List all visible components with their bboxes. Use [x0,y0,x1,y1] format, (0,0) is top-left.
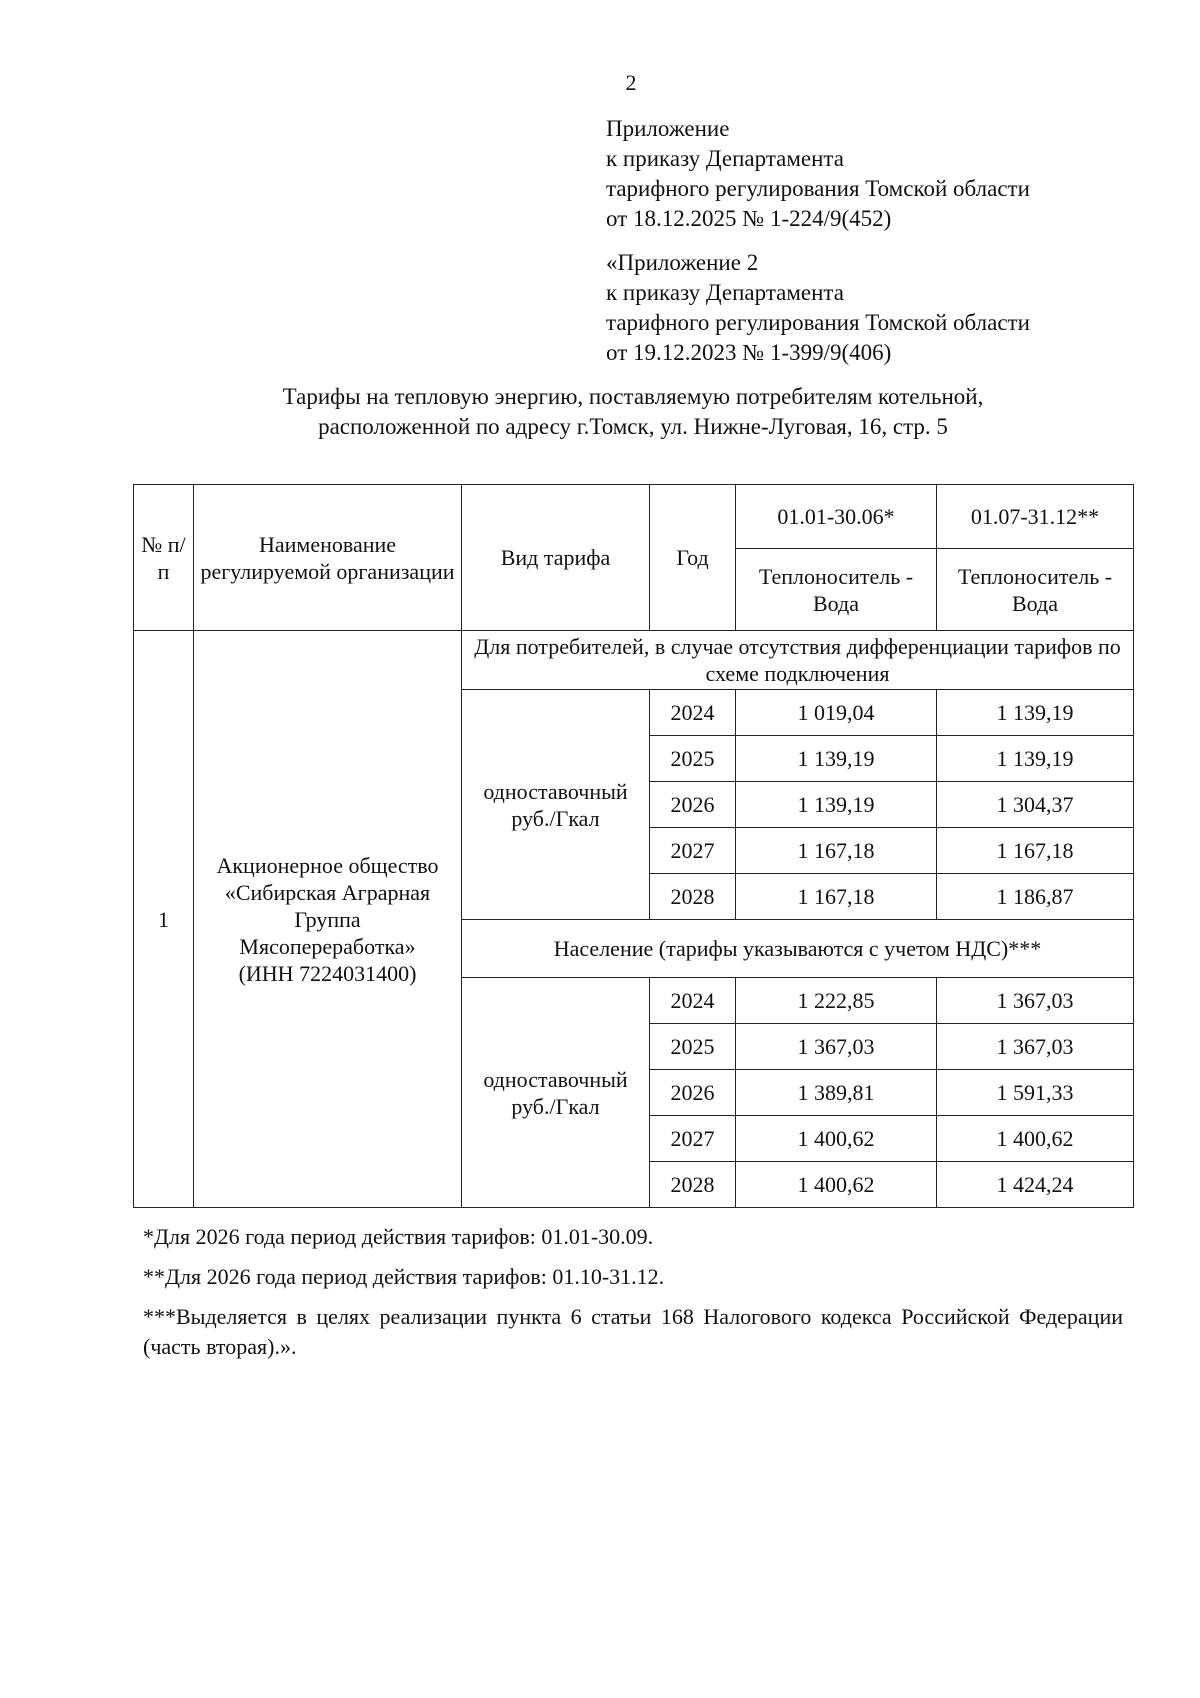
year-cell: 2026 [650,1070,736,1116]
value-cell: 1 367,03 [937,978,1134,1024]
tariff-type [462,690,650,920]
appendix-line: «Приложение 2 [606,250,759,275]
value-cell: 1 139,19 [937,736,1134,782]
header-carrier-2: Теплоноситель - Вода [937,549,1134,631]
year-cell: 2025 [650,1024,736,1070]
value-cell: 1 591,33 [937,1070,1134,1116]
value-cell: 1 222,85 [736,978,937,1024]
appendix-header [606,114,1030,234]
header-period-2: 01.07-31.12** [937,485,1134,549]
header-org: Наименование регулируемой организации [194,485,462,631]
tariff-type-unit: руб./Гкал [511,805,600,831]
value-cell: 1 186,87 [937,874,1134,920]
header-tariff-type: Вид тарифа [462,485,650,631]
tariff-type-line: одноставочный [483,778,628,804]
page-number: 2 [625,70,637,95]
appendix-line: к приказу Департамента [606,280,844,305]
section-title: Для потребителей, в случае отсутствия дифференциации тарифов по схеме подключения [462,631,1134,690]
org-line: Акционерное общество [216,852,439,878]
document-title [133,382,1133,442]
value-cell: 1 139,19 [736,782,937,828]
value-cell: 1 389,81 [736,1070,937,1116]
tariff-type-unit: руб./Гкал [511,1093,600,1119]
header-year: Год [650,485,736,631]
header-period-1: 01.01-30.06* [736,485,937,549]
value-cell: 1 367,03 [736,1024,937,1070]
value-cell: 1 167,18 [736,828,937,874]
value-cell: 1 304,37 [937,782,1134,828]
value-cell: 1 424,24 [937,1162,1134,1208]
org-line: Группа [294,906,361,932]
title-line: Тарифы на тепловую энергию, поставляемую потребителям котельной, [282,384,984,409]
section-title: Население (тарифы указываются с учетом НДС)*** [462,920,1134,978]
year-cell: 2027 [650,828,736,874]
org-line: «Сибирская Аграрная [224,879,431,905]
year-cell: 2025 [650,736,736,782]
year-cell: 2024 [650,690,736,736]
appendix-line: тарифного регулирования Томской области [606,310,1030,335]
year-cell: 2026 [650,782,736,828]
footnote: **Для 2026 года период действия тарифов: 01.10-31.12. [143,1264,665,1289]
appendix-line: от 18.12.2025 № 1-224/9(452) [606,206,892,231]
year-cell: 2024 [650,978,736,1024]
org-line: (ИНН 7224031400) [238,960,417,986]
title-line: расположенной по адресу г.Томск, ул. Нижне-Луговая, 16, стр. 5 [318,414,948,439]
header-num: № п/п [134,485,194,631]
value-cell: 1 400,62 [937,1116,1134,1162]
header-carrier-1: Теплоноситель - Вода [736,549,937,631]
tariff-table [133,484,1134,1208]
value-cell: 1 139,19 [736,736,937,782]
appendix-line: от 19.12.2023 № 1-399/9(406) [606,340,892,365]
row-number: 1 [134,631,194,1208]
value-cell: 1 167,18 [736,874,937,920]
value-cell: 1 400,62 [736,1162,937,1208]
appendix-line: Приложение [606,116,730,141]
footnote: *Для 2026 года период действия тарифов: 01.01-30.09. [143,1224,654,1249]
year-cell: 2027 [650,1116,736,1162]
appendix-2-header [606,248,1030,368]
value-cell: 1 400,62 [736,1116,937,1162]
footnote: ***Выделяется в целях реализации пункта 6 статьи 168 Налогового кодекса Российской Федерации (часть вторая).». [143,1304,1123,1359]
value-cell: 1 139,19 [937,690,1134,736]
value-cell: 1 167,18 [937,828,1134,874]
organization-name [194,631,462,1208]
year-cell: 2028 [650,874,736,920]
org-line: Мясопереработка» [239,933,416,959]
tariff-type-line: одноставочный [483,1066,628,1092]
value-cell: 1 367,03 [937,1024,1134,1070]
appendix-line: тарифного регулирования Томской области [606,176,1030,201]
tariff-type [462,978,650,1208]
value-cell: 1 019,04 [736,690,937,736]
year-cell: 2028 [650,1162,736,1208]
appendix-line: к приказу Департамента [606,146,844,171]
